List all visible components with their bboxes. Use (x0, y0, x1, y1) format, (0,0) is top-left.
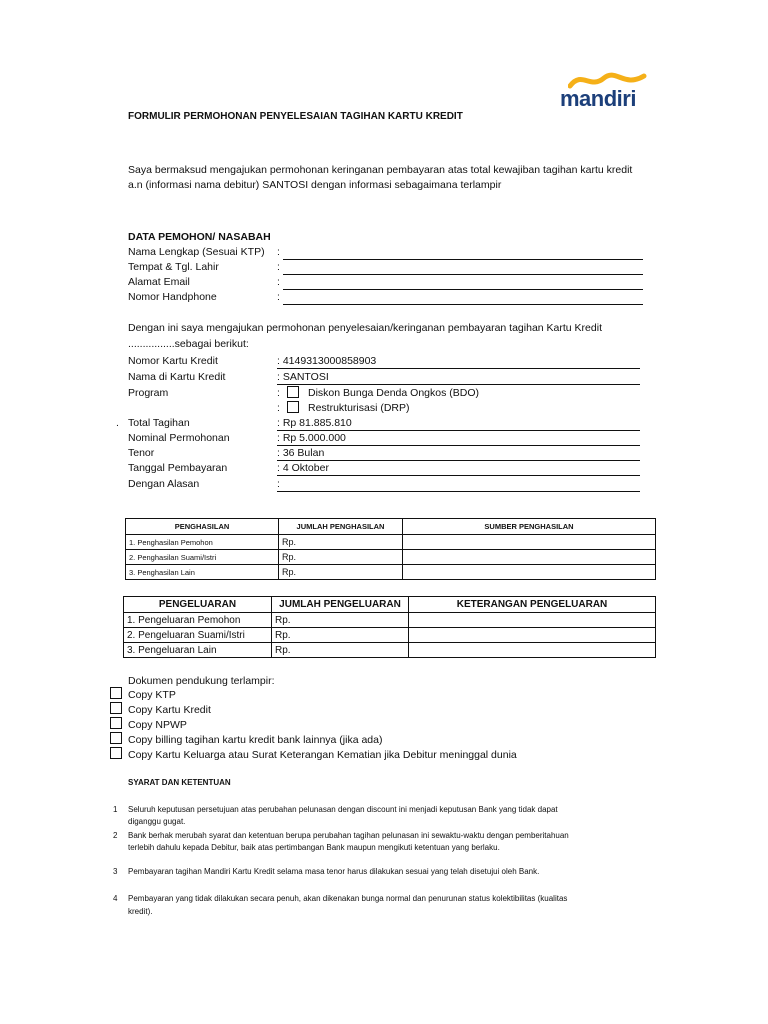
terms-item-3-line-1: Pembayaran tagihan Mandiri Kartu Kredit selama masa tenor harus dilakukan sesuai yang telah disetujui oleh Bank. (128, 867, 540, 876)
terms-number: 2 (113, 831, 118, 840)
expense-amount-cell[interactable]: Rp. (272, 643, 409, 658)
field-sep: : (277, 291, 280, 303)
terms-number: 3 (113, 867, 118, 876)
applicant-heading: DATA PEMOHON/ NASABAH (128, 231, 271, 243)
program-sep: : (277, 387, 280, 399)
table-row (124, 628, 656, 643)
payment-date-field[interactable]: : 4 Oktober (277, 462, 640, 476)
doc-credit-card-label: Copy Kartu Kredit (128, 704, 211, 716)
intro-line-1: Saya bermaksud mengajukan permohonan keringanan pembayaran atas total kewajiban tagihan kartu kredit (128, 164, 633, 176)
dot-marker: . (116, 417, 119, 429)
terms-item-1-line-2: diganggu gugat. (128, 817, 186, 826)
program-label: Program (128, 387, 169, 399)
income-row-label: 1. Penghasilan Pemohon (126, 535, 279, 550)
terms-item-2-line-2: terlebih dahulu kepada Debitur, baik atas pertimbangan Bank maupun mengikuti ketentuan yang berlaku. (128, 843, 500, 852)
reason-field[interactable]: : (277, 478, 640, 492)
payment-date-label: Tanggal Pembayaran (128, 462, 228, 474)
income-source-cell[interactable] (403, 565, 656, 580)
doc-npwp-checkbox[interactable] (110, 717, 122, 729)
birth-field[interactable] (283, 261, 643, 275)
card-number-label: Nomor Kartu Kredit (128, 355, 218, 367)
email-field[interactable] (283, 276, 643, 290)
logo-text: mandiri (560, 86, 636, 111)
field-label-birth: Tempat & Tgl. Lahir (128, 261, 219, 273)
doc-ktp-checkbox[interactable] (110, 687, 122, 699)
income-row-label: 3. Penghasilan Lain (126, 565, 279, 580)
field-sep: : (277, 276, 280, 288)
table-row (124, 613, 656, 628)
bank-logo (560, 72, 650, 112)
expense-header: PENGELUARAN (124, 597, 272, 613)
program-drp-label: Restrukturisasi (DRP) (308, 402, 410, 414)
field-label-phone: Nomor Handphone (128, 291, 217, 303)
reason-label: Dengan Alasan (128, 478, 200, 490)
program-bdo-label: Diskon Bunga Denda Ongkos (BDO) (308, 387, 479, 399)
card-number-field[interactable]: : 4149313000858903 (277, 355, 640, 369)
form-title: FORMULIR PERMOHONAN PENYELESAIAN TAGIHAN KARTU KREDIT (128, 111, 463, 122)
request-line-2: ................sebagai berikut: (128, 338, 249, 350)
income-amount-header: JUMLAH PENGHASILAN (279, 519, 403, 535)
program-sep: : (277, 402, 280, 414)
expense-amount-cell[interactable]: Rp. (272, 628, 409, 643)
doc-billing-checkbox[interactable] (110, 732, 122, 744)
terms-item-4-line-2: kredit). (128, 907, 153, 916)
program-drp-checkbox[interactable] (287, 401, 299, 413)
expense-row-label: 2. Pengeluaran Suami/Istri (124, 628, 272, 643)
expense-note-cell[interactable] (409, 643, 656, 658)
terms-item-1-line-1: Seluruh keputusan persetujuan atas perubahan pelunasan dengan discount ini menjadi keputusan Bank yang tidak dapat (128, 805, 558, 814)
doc-billing-label: Copy billing tagihan kartu kredit bank lainnya (jika ada) (128, 734, 383, 746)
income-table (125, 518, 656, 580)
table-row (126, 550, 656, 565)
table-header-row (124, 597, 656, 613)
terms-item-2-line-1: Bank berhak merubah syarat dan ketentuan berupa perubahan tagihan pelunasan ini sewaktu-waktu dengan pemberitahuan (128, 831, 569, 840)
table-header-row (126, 519, 656, 535)
table-row (126, 565, 656, 580)
income-source-cell[interactable] (403, 550, 656, 565)
field-sep: : (277, 246, 280, 258)
terms-number: 4 (113, 894, 118, 903)
terms-item-4-line-1: Pembayaran yang tidak dilakukan secara penuh, akan dikenakan bunga normal dan penurunan status kolektibilitas (kualitas (128, 894, 568, 903)
intro-line-2: a.n (informasi nama debitur) SANTOSI dengan informasi sebagaimana terlampir (128, 179, 502, 191)
documents-heading: Dokumen pendukung terlampir: (128, 675, 275, 687)
income-source-header: SUMBER PENGHASILAN (403, 519, 656, 535)
table-row (124, 643, 656, 658)
doc-family-card-checkbox[interactable] (110, 747, 122, 759)
expense-note-header: KETERANGAN PENGELUARAN (409, 597, 656, 613)
card-name-field[interactable]: : SANTOSI (277, 371, 640, 385)
doc-credit-card-checkbox[interactable] (110, 702, 122, 714)
terms-number: 1 (113, 805, 118, 814)
nominal-label: Nominal Permohonan (128, 432, 230, 444)
income-source-cell[interactable] (403, 535, 656, 550)
tenor-label: Tenor (128, 447, 155, 459)
income-amount-cell[interactable]: Rp. (279, 550, 403, 565)
expense-note-cell[interactable] (409, 628, 656, 643)
full-name-field[interactable] (283, 246, 643, 260)
card-name-label: Nama di Kartu Kredit (128, 371, 226, 383)
expense-amount-header: JUMLAH PENGELUARAN (272, 597, 409, 613)
request-line-1: Dengan ini saya mengajukan permohonan penyelesaian/keringanan pembayaran tagihan Kartu Kredit (128, 322, 602, 334)
total-label: Total Tagihan (128, 417, 190, 429)
income-row-label: 2. Penghasilan Suami/Istri (126, 550, 279, 565)
table-row (126, 535, 656, 550)
income-amount-cell[interactable]: Rp. (279, 535, 403, 550)
income-amount-cell[interactable]: Rp. (279, 565, 403, 580)
program-bdo-checkbox[interactable] (287, 386, 299, 398)
field-sep: : (277, 261, 280, 273)
expense-note-cell[interactable] (409, 613, 656, 628)
terms-heading: SYARAT DAN KETENTUAN (128, 778, 231, 787)
expense-table (123, 596, 656, 658)
expense-row-label: 1. Pengeluaran Pemohon (124, 613, 272, 628)
expense-row-label: 3. Pengeluaran Lain (124, 643, 272, 658)
total-field[interactable]: : Rp 81.885.810 (277, 417, 640, 431)
phone-field[interactable] (283, 291, 643, 305)
doc-npwp-label: Copy NPWP (128, 719, 187, 731)
expense-amount-cell[interactable]: Rp. (272, 613, 409, 628)
doc-ktp-label: Copy KTP (128, 689, 176, 701)
field-label-email: Alamat Email (128, 276, 190, 288)
nominal-field[interactable]: : Rp 5.000.000 (277, 432, 640, 446)
field-label-full-name: Nama Lengkap (Sesuai KTP) (128, 246, 265, 258)
doc-family-card-label: Copy Kartu Keluarga atau Surat Keterangan Kematian jika Debitur meninggal dunia (128, 749, 517, 761)
tenor-field[interactable]: : 36 Bulan (277, 447, 640, 461)
income-header: PENGHASILAN (126, 519, 279, 535)
